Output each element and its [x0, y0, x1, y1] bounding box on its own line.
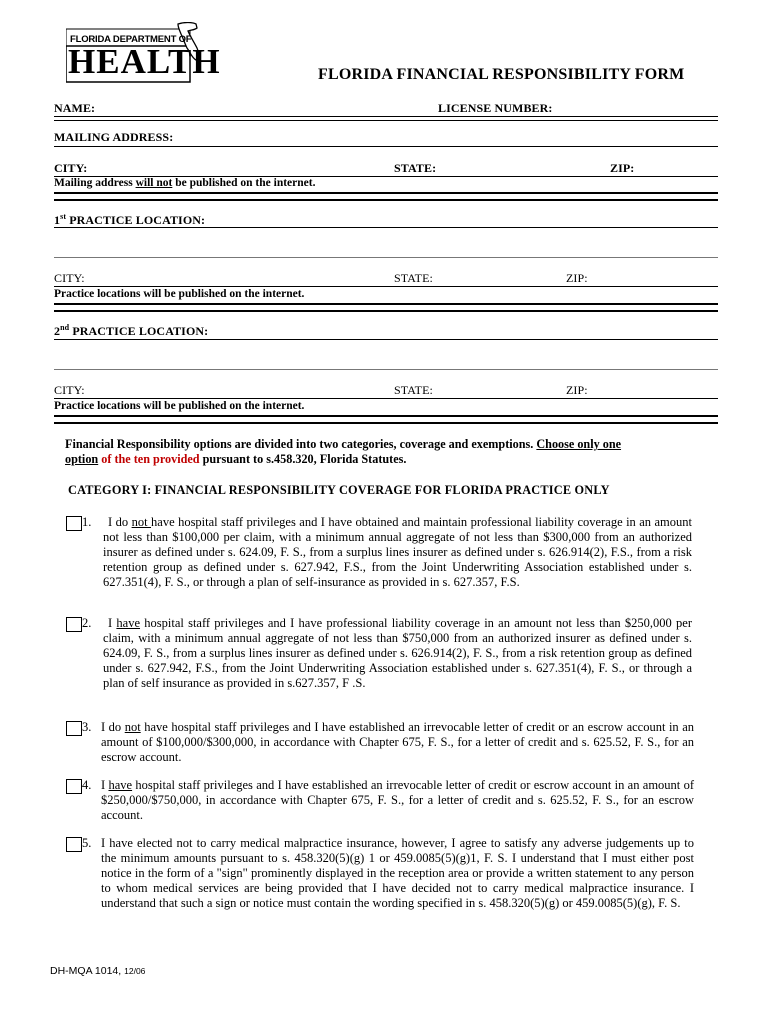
practice2-zip-label: ZIP:: [566, 383, 588, 397]
option-1-checkbox[interactable]: [66, 516, 82, 531]
mailing-address-field-line[interactable]: [54, 146, 718, 147]
option-2-text: I have hospital staff privileges and I have professional liability coverage in an amount not less than $250,000 per claim, with a minimum annual aggregate of not less than $750,000 from an authorized insurer as defined under s. 624.09, F. S., from a surplus lines insurer as defined under s. 626.914(2), F. S., from a risk retention group as defined under s. 627.942, F.S., from the Joint Underwriting Association established under s. 627.351(4), F. S., or through a plan of self insurance as provided in s.627.357, F .S.: [103, 616, 692, 690]
option-3-checkbox[interactable]: [66, 721, 82, 736]
option-4-text: I have hospital staff privileges and I have established an irrevocable letter of credit or escrow account in an amount of $250,000/$750,000, in accordance with Chapter 675, F. S., for a letter of credit and s. 625.52, F. S., for an escrow account.: [101, 778, 694, 822]
practice1-city-field-line[interactable]: [54, 286, 718, 287]
practice2-label: 2nd PRACTICE LOCATION:: [54, 323, 209, 338]
option-3-text: I do not have hospital staff privileges and I have established an irrevocable letter of credit or an escrow account in an amount of $100,000/$300,000, in accordance with Chapter 675, F. S., for a letter of credit and s. 625.52, F. S., for an escrow account.: [101, 720, 694, 764]
option-2-number: 2.: [82, 616, 92, 630]
option-2-checkbox[interactable]: [66, 617, 82, 632]
section-divider: [54, 192, 718, 201]
mailing-zip-label: ZIP:: [610, 161, 635, 175]
practice1-label: 1st PRACTICE LOCATION:: [54, 212, 206, 227]
section-divider: [54, 303, 718, 312]
option-1-number: 1.: [82, 515, 92, 529]
name-label: NAME:: [54, 101, 96, 115]
option-5-checkbox[interactable]: [66, 837, 82, 852]
name-field-line[interactable]: [54, 116, 718, 121]
option-5-number: 5.: [82, 836, 92, 850]
option-4-number: 4.: [82, 778, 92, 792]
section-divider: [54, 415, 718, 424]
practice1-note: Practice locations will be published on the internet.: [54, 288, 305, 300]
form-title: FLORIDA FINANCIAL RESPONSIBILITY FORM: [318, 66, 685, 83]
intro-paragraph: Financial Responsibility options are divided into two categories, coverage and exemptions. Choose only one option of the ten provided pursuant to s.458.320, Florida Statutes.: [65, 437, 622, 466]
mailing-city-label: CITY:: [54, 161, 88, 175]
practice1-state-label: STATE:: [394, 271, 433, 285]
category-heading: CATEGORY I: FINANCIAL RESPONSIBILITY COVERAGE FOR FLORIDA PRACTICE ONLY: [68, 483, 610, 497]
practice2-field-line[interactable]: [54, 339, 718, 340]
practice1-city-label: CITY:: [54, 271, 85, 285]
practice2-state-label: STATE:: [394, 383, 433, 397]
option-5-text: I have elected not to carry medical malpractice insurance, however, I agree to satisfy any adverse judgements up to the minimum amounts pursuant to s. 458.320(5)(g) 1 or 459.0085(5)(g)1, F. S. I understand that I must either post notice in the form of a "sign" prominently displayed in the reception area or provide a written statement to any person to whom medical services are being provided that I have decided not to carry medical malpractice insurance. I understand that such a sign or notice must contain the wording specified in s. 458.320(5)(g) or 459.0085(5)(g), F. S.: [101, 836, 694, 910]
license-number-label: LICENSE NUMBER:: [438, 101, 553, 115]
practice2-note: Practice locations will be published on the internet.: [54, 400, 305, 412]
practice2-field-line-2[interactable]: [54, 369, 718, 370]
practice2-city-field-line[interactable]: [54, 398, 718, 399]
practice2-city-label: CITY:: [54, 383, 85, 397]
logo-main-text: HEALTH: [68, 42, 221, 81]
practice1-field-line-2[interactable]: [54, 257, 718, 258]
practice1-field-line[interactable]: [54, 227, 718, 228]
option-4-checkbox[interactable]: [66, 779, 82, 794]
doh-logo: [66, 22, 221, 84]
option-3-number: 3.: [82, 720, 92, 734]
logo-top-text: FLORIDA DEPARTMENT OF: [70, 34, 192, 45]
mailing-state-label: STATE:: [394, 161, 437, 175]
mailing-address-label: MAILING ADDRESS:: [54, 130, 174, 144]
mailing-note: Mailing address will not be published on the internet.: [54, 177, 316, 189]
option-1-text: I do not have hospital staff privileges and I have obtained and maintain professional liability coverage in an amount not less than $100,000 per claim, with a minimum annual aggregate of not less than $300,000 from an authorized insurer as defined under s. 624.09, F. S., from a surplus lines insurer as defined under s. 626.914(2), F.S., from a risk retention group as defined under s. 627.942, F.S., from the Joint Underwriting Association established under s. 627.351(4), F. S., or through a plan of self-insurance as provided in s. 627.357, F.S.: [103, 515, 692, 589]
practice1-zip-label: ZIP:: [566, 271, 588, 285]
form-id-footer: DH-MQA 1014, 12/06: [50, 965, 146, 977]
